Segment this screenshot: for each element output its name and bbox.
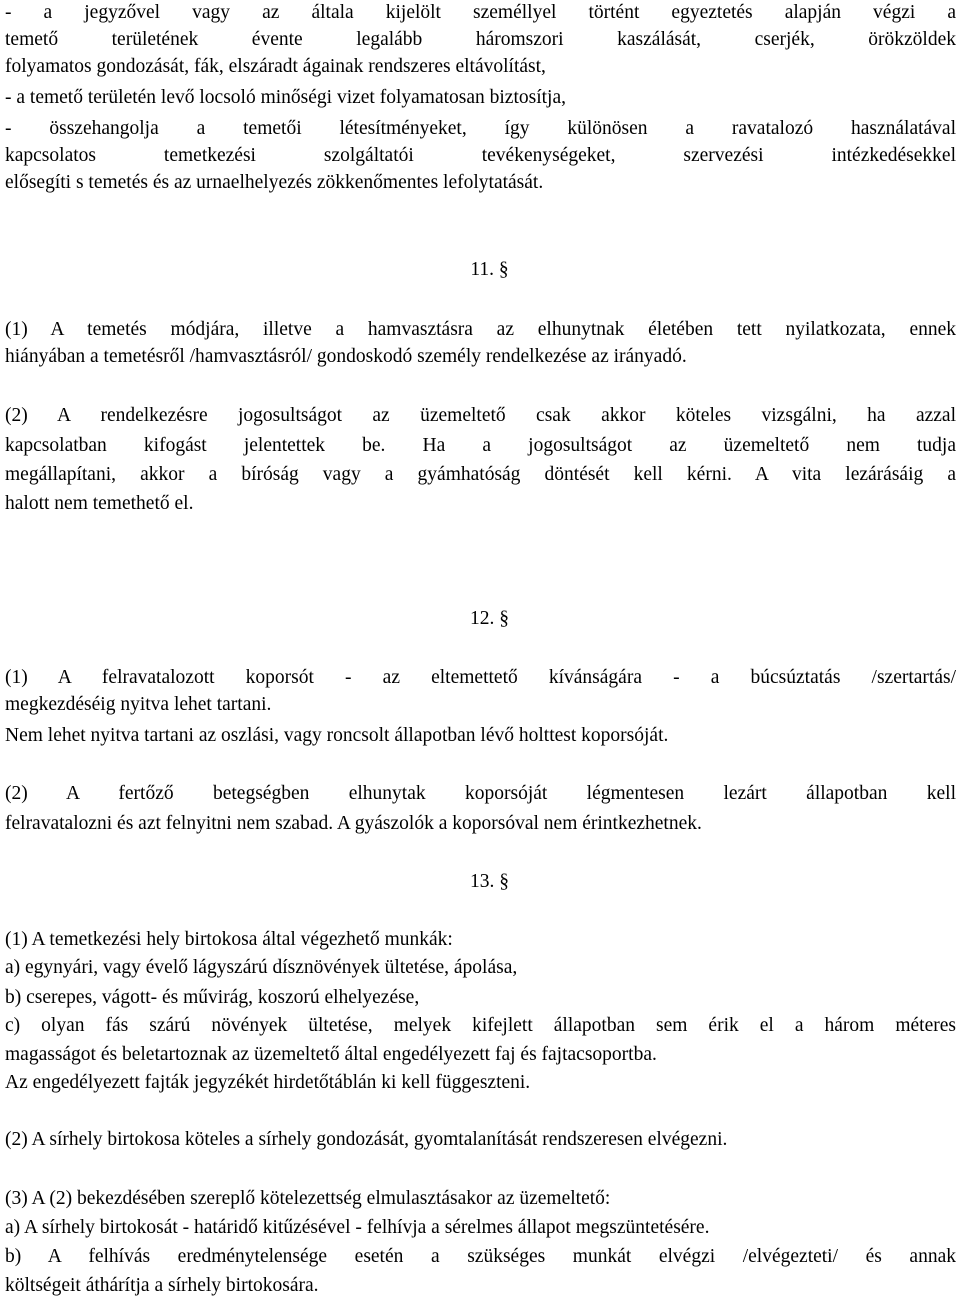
intro-line: temető területének évente legalább háromszori kaszálását, cserjék, örökzöldek — [5, 29, 956, 50]
paragraph-line: felravatalozni és azt felnyitni nem szabad. A gyászolók a koporsóval nem érintkezhetnek. — [5, 813, 702, 834]
paragraph-line: kapcsolatban kifogást jelentettek be. Ha a jogosultságot az üzemeltető nem tudja — [5, 435, 956, 456]
paragraph-line: (2) A fertőző betegségben elhunytak koporsóját légmentesen lezárt állapotban kell — [5, 783, 956, 804]
paragraph-line: Nem lehet nyitva tartani az oszlási, vagy roncsolt állapotban lévő holttest koporsóját. — [5, 725, 669, 746]
section-heading: 13. § — [470, 871, 509, 892]
paragraph-line: Az engedélyezett fajták jegyzékét hirdetőtáblán ki kell függeszteni. — [5, 1072, 531, 1093]
paragraph-line: halott nem temethető el. — [5, 493, 194, 514]
paragraph-line: c) olyan fás szárú növények ültetése, melyek kifejlett állapotban sem érik el a három méteres — [5, 1015, 956, 1036]
intro-line: - összehangolja a temetői létesítményeket, így különösen a ravatalozó használatával — [5, 118, 956, 139]
paragraph-line: (1) A temetés módjára, illetve a hamvasztásra az elhunytnak életében tett nyilatkozata, ennek — [5, 319, 956, 340]
paragraph-line: a) egynyári, vagy évelő lágyszárú dísznövények ültetése, ápolása, — [5, 957, 518, 978]
paragraph-line: megállapítani, akkor a bíróság vagy a gyámhatóság döntését kell kérni. A vita lezárásáig a — [5, 464, 956, 485]
section-heading: 12. § — [470, 608, 509, 629]
intro-line: - a jegyzővel vagy az általa kijelölt személlyel történt egyeztetés alapján végzi a — [5, 2, 956, 23]
paragraph-line: b) cserepes, vágott- és művirág, koszorú elhelyezése, — [5, 987, 420, 1008]
paragraph-line: a) A sírhely birtokosát - határidő kitűzésével - felhívja a sérelmes állapot megszüntetésére. — [5, 1217, 710, 1238]
intro-line: elősegíti s temetés és az urnaelhelyezés zökkenőmentes lefolytatását. — [5, 172, 544, 193]
paragraph-line: (2) A sírhely birtokosa köteles a sírhely gondozását, gyomtalanítását rendszeresen elvégezni. — [5, 1129, 728, 1150]
section-heading: 11. § — [470, 259, 509, 280]
paragraph-line: (1) A felravatalozott koporsót - az eltemettető kívánságára - a búcsúztatás /szertartás/ — [5, 667, 956, 688]
paragraph-line: hiányában a temetésről /hamvasztásról/ gondoskodó személy rendelkezése az irányadó. — [5, 346, 687, 367]
paragraph-line: magasságot és beletartoznak az üzemeltető által engedélyezett faj és fajtacsoportba. — [5, 1044, 657, 1065]
paragraph-line: b) A felhívás eredménytelensége esetén a szükséges munkát elvégzi /elvégezteti/ és annak — [5, 1246, 956, 1267]
paragraph-line: (3) A (2) bekezdésében szereplő kötelezettség elmulasztásakor az üzemeltető: — [5, 1188, 611, 1209]
paragraph-line: megkezdéséig nyitva lehet tartani. — [5, 694, 272, 715]
paragraph-line: költségeit áthárítja a sírhely birtokosára. — [5, 1275, 319, 1296]
intro-line: folyamatos gondozását, fák, elszáradt ágainak rendszeres eltávolítást, — [5, 56, 546, 77]
paragraph-line: (2) A rendelkezésre jogosultságot az üzemeltető csak akkor köteles vizsgálni, ha azzal — [5, 405, 956, 426]
intro-line: kapcsolatos temetkezési szolgáltatói tevékenységeket, szervezési intézkedésekkel — [5, 145, 956, 166]
intro-line: - a temető területén levő locsoló minőségi vizet folyamatosan biztosítja, — [5, 87, 567, 108]
paragraph-line: (1) A temetkezési hely birtokosa által végezhető munkák: — [5, 929, 453, 950]
